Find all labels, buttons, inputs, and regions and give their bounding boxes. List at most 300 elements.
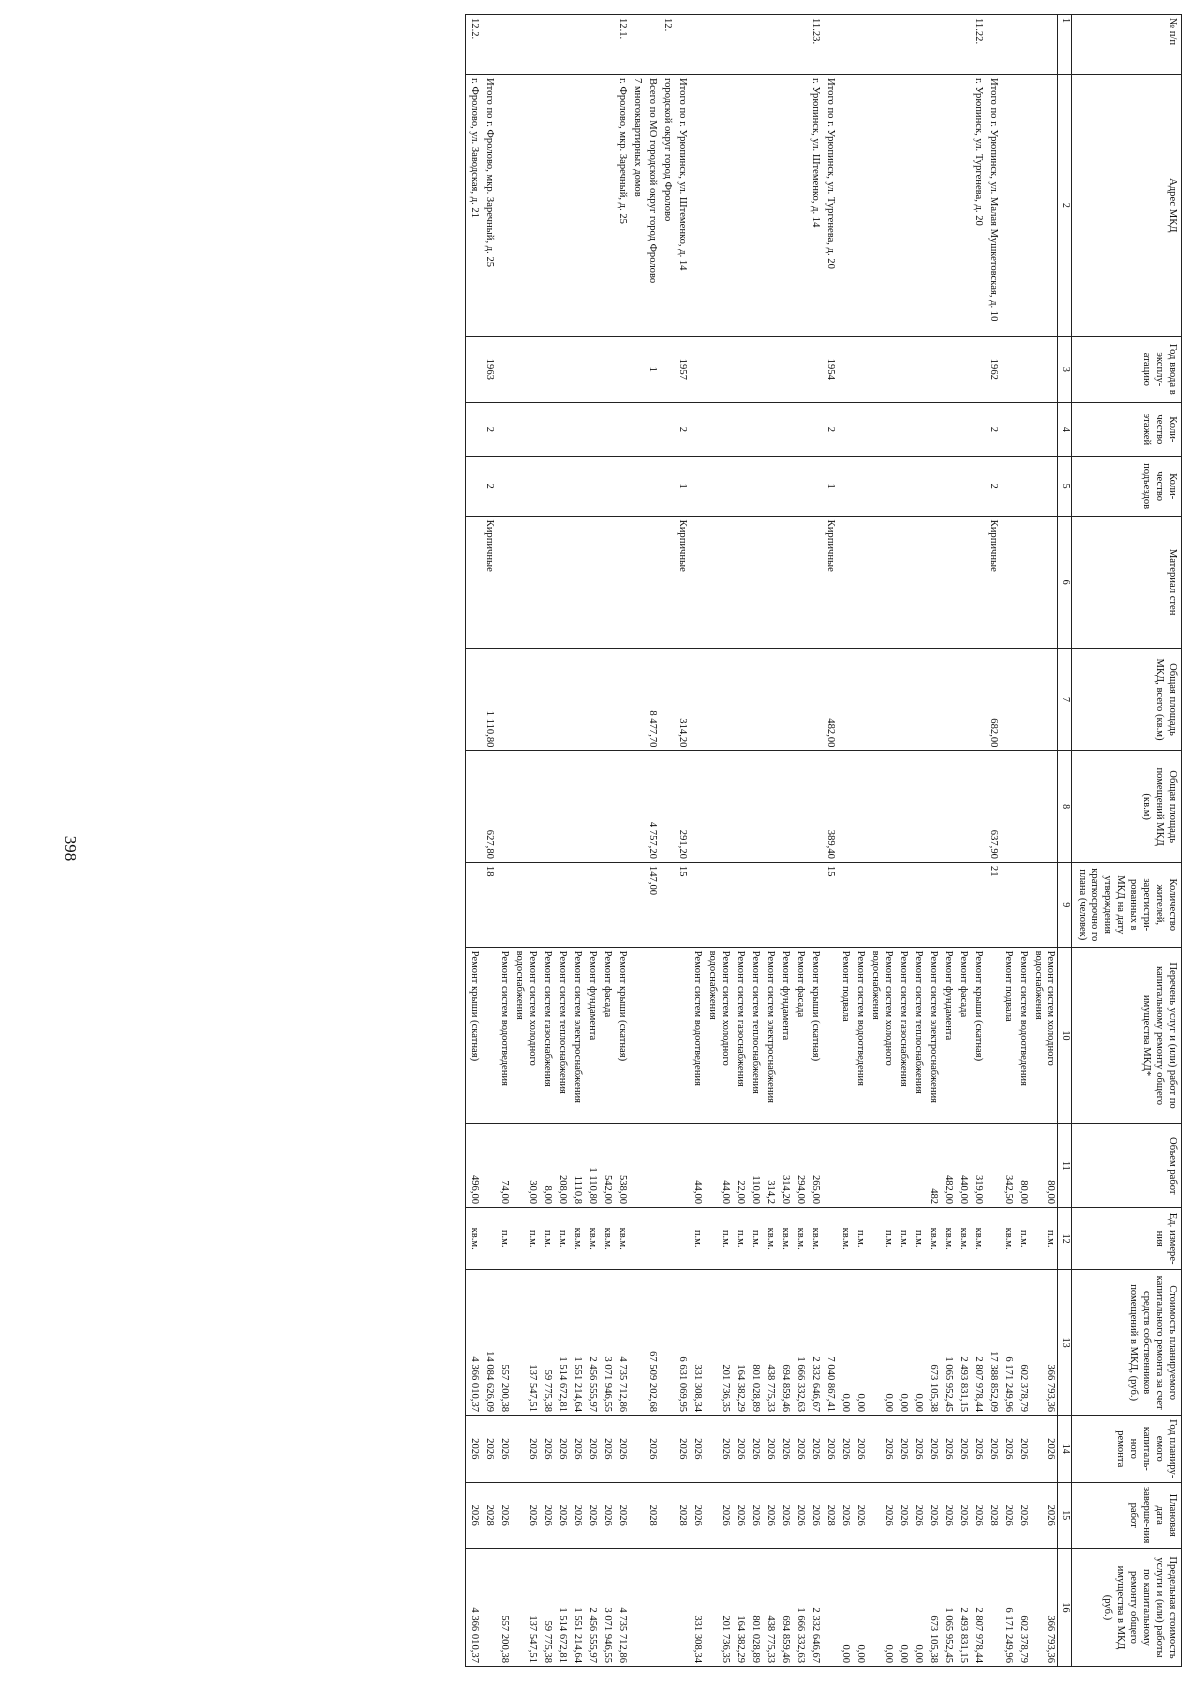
table-cell: Итого по г. Урюпинск, ул. Тургенева, д. 20 xyxy=(822,75,837,337)
table-cell xyxy=(614,751,629,862)
table-row xyxy=(674,15,689,1667)
table-cell: 637,90 xyxy=(985,751,1000,862)
table-cell: Ремонт фундамента xyxy=(940,947,955,1124)
table-cell: 6 171 249,96 xyxy=(1000,1548,1015,1666)
table-cell xyxy=(539,75,554,337)
table-cell xyxy=(955,336,970,402)
table-cell xyxy=(1030,456,1058,516)
table-cell: 2026 xyxy=(762,1416,777,1482)
column-number: 8 xyxy=(1058,751,1071,862)
table-cell: 2 xyxy=(822,403,837,457)
table-cell xyxy=(837,75,852,337)
table-cell xyxy=(511,336,539,402)
table-cell xyxy=(792,862,807,947)
table-cell xyxy=(584,862,599,947)
table-cell: 438 775,33 xyxy=(762,1548,777,1666)
table-cell: 2026 xyxy=(867,1416,895,1482)
page-number: 398 xyxy=(61,835,80,862)
column-number: 10 xyxy=(1058,947,1071,1124)
table-cell: 0,00 xyxy=(867,1270,895,1416)
column-header: Общая площадь МКД, всего (кв.м) xyxy=(1071,648,1181,751)
table-row xyxy=(539,15,554,1667)
table-cell xyxy=(867,336,895,402)
table-cell xyxy=(496,516,511,648)
table-cell: 694 859,46 xyxy=(777,1270,792,1416)
column-header: Стоимость планируемого капитального ремонта за счет средств собственников помещений в МКД, (руб.) xyxy=(1071,1270,1181,1416)
table-row xyxy=(1000,15,1015,1667)
table-cell xyxy=(895,456,910,516)
table-cell xyxy=(629,336,644,402)
table-cell: 2 332 646,67 xyxy=(807,1270,822,1416)
table-cell: 319,00 xyxy=(970,1124,985,1208)
column-number: 11 xyxy=(1058,1124,1071,1208)
table-cell: 15 xyxy=(674,862,689,947)
column-header: Коли-чество этажей xyxy=(1071,403,1181,457)
table-cell: 2026 xyxy=(704,1482,732,1548)
table-cell xyxy=(762,516,777,648)
table-row xyxy=(1030,15,1058,1667)
table-cell xyxy=(1000,336,1015,402)
table-cell xyxy=(970,336,985,402)
table-cell xyxy=(925,862,940,947)
table-cell xyxy=(659,751,674,862)
table-cell: 294,00 xyxy=(792,1124,807,1208)
table-cell: 7 040 867,41 xyxy=(822,1270,837,1416)
column-header: Коли-чество подъездов xyxy=(1071,456,1181,516)
table-cell xyxy=(511,456,539,516)
table-cell xyxy=(466,516,482,648)
table-cell: 2026 xyxy=(822,1416,837,1482)
column-number: 14 xyxy=(1058,1416,1071,1482)
table-cell: 2026 xyxy=(1015,1482,1030,1548)
table-cell xyxy=(539,336,554,402)
table-cell: кв.м. xyxy=(925,1208,940,1270)
table-cell xyxy=(584,648,599,751)
table-cell: п.м. xyxy=(732,1208,747,1270)
table-cell xyxy=(1000,15,1015,75)
table-cell xyxy=(955,456,970,516)
table-cell: 0,00 xyxy=(852,1548,867,1666)
table-cell xyxy=(629,1548,644,1666)
table-cell xyxy=(569,15,584,75)
table-cell xyxy=(747,403,762,457)
table-cell xyxy=(689,336,704,402)
table-cell: 1954 xyxy=(822,336,837,402)
column-number: 6 xyxy=(1058,516,1071,648)
table-cell: 2028 xyxy=(644,1482,659,1548)
table-cell xyxy=(822,15,837,75)
table-cell: 18 xyxy=(481,862,496,947)
table-row xyxy=(762,15,777,1667)
table-cell xyxy=(910,648,925,751)
table-cell: 1 065 952,45 xyxy=(940,1270,955,1416)
table-row xyxy=(554,15,569,1667)
table-cell xyxy=(762,336,777,402)
table-cell: 538,00 xyxy=(614,1124,629,1208)
table-cell xyxy=(659,1124,674,1208)
table-cell: 30,00 xyxy=(511,1124,539,1208)
table-cell: 0,00 xyxy=(852,1270,867,1416)
table-cell xyxy=(704,336,732,402)
table-cell: 440,00 xyxy=(955,1124,970,1208)
table-row xyxy=(970,15,985,1667)
table-cell xyxy=(792,648,807,751)
table-cell xyxy=(704,75,732,337)
table-cell: кв.м. xyxy=(466,1208,482,1270)
table-cell xyxy=(599,336,614,402)
table-cell xyxy=(792,516,807,648)
table-cell: 147,00 xyxy=(644,862,659,947)
table-cell: 389,40 xyxy=(822,751,837,862)
table-cell xyxy=(777,336,792,402)
table-cell xyxy=(599,648,614,751)
table-cell xyxy=(644,1208,659,1270)
table-cell: 2026 xyxy=(466,1482,482,1548)
table-cell: Ремонт систем теплоснабжения xyxy=(910,947,925,1124)
table-cell xyxy=(925,751,940,862)
table-cell: п.м. xyxy=(895,1208,910,1270)
table-cell xyxy=(747,456,762,516)
table-cell xyxy=(732,516,747,648)
table-cell: 2026 xyxy=(777,1482,792,1548)
table-cell xyxy=(732,403,747,457)
table-cell xyxy=(689,15,704,75)
column-header: Ед. измере-ния xyxy=(1071,1208,1181,1270)
table-cell xyxy=(985,947,1000,1124)
table-cell: 482 xyxy=(925,1124,940,1208)
table-cell xyxy=(496,403,511,457)
table-cell xyxy=(674,1208,689,1270)
column-header: Перечень услуг и (или) работ по капитальному ремонту общего имущества МКД* xyxy=(1071,947,1181,1124)
table-cell xyxy=(554,403,569,457)
table-cell xyxy=(554,456,569,516)
table-cell: п.м. xyxy=(852,1208,867,1270)
table-cell xyxy=(496,751,511,862)
table-cell: 438 775,33 xyxy=(762,1270,777,1416)
table-cell: 14 084 626,09 xyxy=(481,1270,496,1416)
table-cell xyxy=(554,15,569,75)
table-cell: 2026 xyxy=(496,1482,511,1548)
table-cell xyxy=(895,516,910,648)
table-cell: 80,00 xyxy=(1015,1124,1030,1208)
table-cell: 2026 xyxy=(689,1416,704,1482)
table-cell: 2026 xyxy=(511,1482,539,1548)
table-cell xyxy=(985,15,1000,75)
table-cell: Ремонт систем теплоснабжения xyxy=(747,947,762,1124)
table-cell xyxy=(704,456,732,516)
table-cell xyxy=(511,15,539,75)
table-cell: 2026 xyxy=(792,1416,807,1482)
table-row xyxy=(704,15,732,1667)
column-header: Общая площадь помещений МКД (кв.м) xyxy=(1071,751,1181,862)
table-cell xyxy=(940,862,955,947)
table-cell xyxy=(659,1548,674,1666)
table-cell xyxy=(496,648,511,751)
table-cell: Итого по г. Урюпинск, ул. Штеменко, д. 14 xyxy=(674,75,689,337)
table-cell: п.м. xyxy=(1030,1208,1058,1270)
table-cell xyxy=(584,751,599,862)
table-cell: 2026 xyxy=(807,1482,822,1548)
table-cell: 2026 xyxy=(1000,1482,1015,1548)
table-cell xyxy=(481,1548,496,1666)
table-cell xyxy=(867,516,895,648)
table-cell: г. Фролово, мкр. Заречный, д. 25 xyxy=(614,75,629,337)
table-cell xyxy=(539,862,554,947)
table-cell xyxy=(940,456,955,516)
table-cell xyxy=(925,403,940,457)
table-cell xyxy=(539,15,554,75)
table-cell: г. Фролово, ул. Заводская, д. 21 xyxy=(466,75,482,337)
table-cell: Кирпичные xyxy=(822,516,837,648)
table-cell: 0,00 xyxy=(910,1270,925,1416)
table-cell: 1110,8 xyxy=(569,1124,584,1208)
table-cell xyxy=(1030,751,1058,862)
table-cell xyxy=(792,15,807,75)
table-cell: п.м. xyxy=(910,1208,925,1270)
table-cell xyxy=(659,1482,674,1548)
table-cell: 7 многоквартирных домов xyxy=(629,75,644,337)
column-number: 13 xyxy=(1058,1270,1071,1416)
table-cell xyxy=(732,862,747,947)
table-cell xyxy=(837,648,852,751)
table-cell: 2026 xyxy=(539,1416,554,1482)
table-cell: Ремонт систем электроснабжения xyxy=(925,947,940,1124)
table-cell xyxy=(895,648,910,751)
table-cell xyxy=(895,862,910,947)
table-cell xyxy=(1030,75,1058,337)
table-cell xyxy=(985,1124,1000,1208)
table-cell: Ремонт крыши (скатная) xyxy=(807,947,822,1124)
table-cell: 15 xyxy=(822,862,837,947)
table-cell: 291,20 xyxy=(674,751,689,862)
table-cell xyxy=(674,15,689,75)
table-cell: 496,00 xyxy=(466,1124,482,1208)
table-cell xyxy=(852,403,867,457)
table-cell: городской округ город Фролово xyxy=(659,75,674,337)
table-row xyxy=(985,15,1000,1667)
table-cell xyxy=(629,1482,644,1548)
table-cell: 0,00 xyxy=(867,1548,895,1666)
table-cell: кв.м. xyxy=(762,1208,777,1270)
table-row xyxy=(659,15,674,1667)
column-header: Количество жителей, зарегистри-рованных в МКД на дату утверждения краткосрочно го плана (человек) xyxy=(1071,862,1181,947)
table-cell xyxy=(1015,648,1030,751)
table-cell xyxy=(569,456,584,516)
table-cell xyxy=(1030,516,1058,648)
table-cell: 694 859,46 xyxy=(777,1548,792,1666)
table-cell: 3 071 946,55 xyxy=(599,1548,614,1666)
table-cell: 0,00 xyxy=(895,1270,910,1416)
table-body xyxy=(466,15,1058,1667)
table-cell xyxy=(910,336,925,402)
table-cell: 2026 xyxy=(1000,1416,1015,1482)
table-cell: 2026 xyxy=(747,1416,762,1482)
table-cell xyxy=(732,336,747,402)
table-cell: 2026 xyxy=(732,1416,747,1482)
table-row xyxy=(852,15,867,1667)
table-cell: п.м. xyxy=(539,1208,554,1270)
table-cell: 331 308,34 xyxy=(689,1548,704,1666)
table-cell: Ремонт крыши (скатная) xyxy=(614,947,629,1124)
table-row xyxy=(629,15,644,1667)
table-cell: 801 028,89 xyxy=(747,1270,762,1416)
table-cell: 1963 xyxy=(481,336,496,402)
table-cell xyxy=(554,75,569,337)
table-cell xyxy=(747,648,762,751)
table-cell xyxy=(747,751,762,862)
table-cell xyxy=(1030,403,1058,457)
table-cell: 4 735 712,86 xyxy=(614,1270,629,1416)
table-cell: 74,00 xyxy=(496,1124,511,1208)
table-cell xyxy=(511,648,539,751)
table-cell xyxy=(629,1208,644,1270)
table-cell: 366 793,36 xyxy=(1030,1270,1058,1416)
table-cell xyxy=(511,862,539,947)
table-cell xyxy=(629,403,644,457)
table-cell xyxy=(867,75,895,337)
table-cell xyxy=(955,75,970,337)
table-cell xyxy=(762,648,777,751)
table-cell xyxy=(599,516,614,648)
table-cell xyxy=(614,336,629,402)
table-cell: Ремонт систем газоснабжения xyxy=(732,947,747,1124)
table-row xyxy=(777,15,792,1667)
table-cell xyxy=(837,516,852,648)
table-cell: 2 456 555,97 xyxy=(584,1548,599,1666)
table-cell xyxy=(852,751,867,862)
table-cell: 12. xyxy=(659,15,674,75)
column-number: 9 xyxy=(1058,862,1071,947)
table-cell: 4 757,20 xyxy=(644,751,659,862)
table-cell: 2026 xyxy=(837,1416,852,1482)
table-cell: 1957 xyxy=(674,336,689,402)
table-cell xyxy=(852,456,867,516)
table-cell: кв.м. xyxy=(940,1208,955,1270)
table-cell xyxy=(762,75,777,337)
table-cell xyxy=(1015,403,1030,457)
table-row xyxy=(940,15,955,1667)
table-cell xyxy=(584,15,599,75)
table-cell: 314,2 xyxy=(762,1124,777,1208)
table-cell xyxy=(970,751,985,862)
table-cell xyxy=(1015,15,1030,75)
table-cell: г. Урюпинск, ул. Штеменко, д. 14 xyxy=(807,75,822,337)
table-cell xyxy=(837,456,852,516)
table-cell xyxy=(584,336,599,402)
column-number: 4 xyxy=(1058,403,1071,457)
column-number: 16 xyxy=(1058,1548,1071,1666)
table-cell: 542,00 xyxy=(599,1124,614,1208)
table-cell: кв.м. xyxy=(792,1208,807,1270)
table-cell xyxy=(747,15,762,75)
table-cell xyxy=(584,456,599,516)
table-cell: г. Урюпинск, ул. Тургенева, д. 20 xyxy=(970,75,985,337)
table-cell: 682,00 xyxy=(985,648,1000,751)
table-cell xyxy=(614,456,629,516)
table-row xyxy=(732,15,747,1667)
table-cell: 1 514 672,81 xyxy=(554,1270,569,1416)
table-cell xyxy=(852,75,867,337)
table-row xyxy=(910,15,925,1667)
table-cell xyxy=(569,75,584,337)
table-cell xyxy=(807,456,822,516)
table-cell: 2026 xyxy=(1030,1416,1058,1482)
table-cell xyxy=(867,648,895,751)
table-cell: кв.м. xyxy=(970,1208,985,1270)
table-cell xyxy=(539,516,554,648)
table-cell xyxy=(807,751,822,862)
column-number: 12 xyxy=(1058,1208,1071,1270)
table-cell: п.м. xyxy=(704,1208,732,1270)
table-cell xyxy=(1015,862,1030,947)
table-cell: 1 666 332,63 xyxy=(792,1270,807,1416)
table-cell xyxy=(466,403,482,457)
table-cell: 2026 xyxy=(970,1416,985,1482)
table-cell: 2026 xyxy=(940,1416,955,1482)
table-cell xyxy=(466,456,482,516)
table-cell: кв.м. xyxy=(955,1208,970,1270)
table-cell xyxy=(807,403,822,457)
table-cell xyxy=(659,1208,674,1270)
table-cell: 602 378,79 xyxy=(1015,1548,1030,1666)
table-cell xyxy=(599,456,614,516)
table-cell xyxy=(704,648,732,751)
table-cell xyxy=(674,1548,689,1666)
table-cell xyxy=(466,336,482,402)
table-cell xyxy=(496,15,511,75)
table-cell xyxy=(895,1124,910,1208)
table-cell xyxy=(1000,403,1015,457)
table-cell xyxy=(777,456,792,516)
table-cell xyxy=(511,403,539,457)
table-cell xyxy=(867,751,895,862)
table-cell: 2026 xyxy=(689,1482,704,1548)
table-cell xyxy=(466,648,482,751)
table-cell xyxy=(762,15,777,75)
table-cell xyxy=(599,15,614,75)
table-cell xyxy=(910,456,925,516)
table-cell xyxy=(1015,516,1030,648)
table-cell: 110,00 xyxy=(747,1124,762,1208)
table-cell xyxy=(807,862,822,947)
table-cell: 137 547,51 xyxy=(511,1548,539,1666)
table-cell xyxy=(554,648,569,751)
table-cell: 2 xyxy=(674,403,689,457)
table-cell xyxy=(1030,336,1058,402)
table-cell xyxy=(466,862,482,947)
table-cell xyxy=(569,648,584,751)
table-cell xyxy=(659,648,674,751)
table-cell: 2026 xyxy=(1030,1482,1058,1548)
table-cell xyxy=(629,1416,644,1482)
table-cell xyxy=(659,456,674,516)
table-cell: 2026 xyxy=(569,1416,584,1482)
table-cell: 0,00 xyxy=(895,1548,910,1666)
table-cell xyxy=(569,403,584,457)
table-cell: кв.м. xyxy=(777,1208,792,1270)
table-cell xyxy=(985,1208,1000,1270)
table-cell xyxy=(837,403,852,457)
table-cell: Ремонт фасада xyxy=(792,947,807,1124)
table-cell: Ремонт крыши (скатная) xyxy=(466,947,482,1124)
table-cell xyxy=(569,336,584,402)
table-cell: 2028 xyxy=(481,1482,496,1548)
column-number: 15 xyxy=(1058,1482,1071,1548)
table-cell: 2026 xyxy=(554,1416,569,1482)
table-cell xyxy=(762,862,777,947)
table-cell: 2 493 831,15 xyxy=(955,1270,970,1416)
table-cell: Ремонт систем электроснабжения xyxy=(569,947,584,1124)
